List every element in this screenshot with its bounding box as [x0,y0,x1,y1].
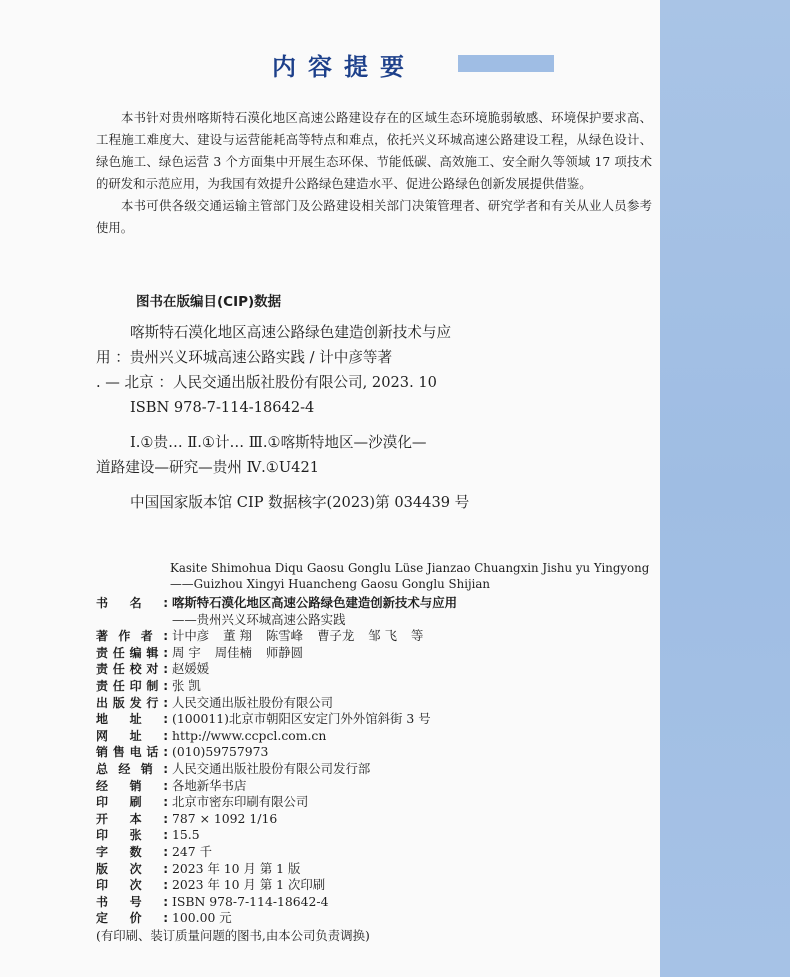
colophon-row-printer [96,794,656,811]
side-color-band [660,0,790,977]
colophon-row-distributor [96,761,656,778]
cip-record-number: 中国国家版本馆 CIP 数据核字(2023)第 034439 号 [130,494,470,511]
colophon-key: 责任校对: [96,662,168,677]
colophon-key: 著作者: [96,629,168,644]
colophon-key: 责任印制: [96,678,168,693]
colophon-key: 印张: [96,828,168,843]
quality-note: (有印刷、装订质量问题的图书,由本公司负责调换) [96,927,370,943]
summary-text [96,107,652,239]
colophon-key: 责任编辑: [96,645,168,660]
proofreader: 赵媛媛 [172,661,210,677]
colophon-key: 开本: [96,811,168,826]
edition: 2023 年 10 月 第 1 版 [172,860,301,876]
colophon [96,560,656,944]
colophon-row-subtitle [96,612,656,629]
colophon-key: 销售电话: [96,745,168,760]
colophon-row-impression [96,877,656,894]
colophon-row-editors [96,645,656,662]
cip-line: 喀斯特石漠化地区高速公路绿色建造创新技术与应 [130,324,452,341]
colophon-key: 总经销: [96,761,168,776]
colophon-row-address [96,711,656,728]
colophon-key: 定价: [96,911,168,926]
isbn: ISBN 978-7-114-18642-4 [172,893,329,909]
sales-phone: (010)59757973 [172,744,269,760]
colophon-key: 版次: [96,861,168,876]
colophon-key: 经销: [96,778,168,793]
colophon-row-publisher [96,695,656,712]
colophon-key: 网址: [96,728,168,743]
colophon-row-sheets [96,827,656,844]
colophon-key: 书号: [96,894,168,909]
format: 787 × 1092 1/16 [172,810,278,826]
colophon-row-edition [96,861,656,878]
pinyin-subtitle: ——Guizhou Xingyi Huancheng Gaosu Gonglu Shijian [170,577,491,591]
authors: 计中彦 董 翔 陈雪峰 曹子龙 邹 飞 等 [172,628,424,644]
cip-subject: 道路建设—研究—贵州 Ⅳ.①U421 [96,459,320,476]
heading-accent-bar [458,55,554,72]
colophon-row-dealer [96,778,656,795]
colophon-key: 书名: [96,596,168,610]
address: (100011)北京市朝阳区安定门外外馆斜街 3 号 [172,711,431,727]
colophon-key: 印刷: [96,795,168,810]
colophon-key: 地址: [96,712,168,727]
summary-paragraph: 本书针对贵州喀斯特石漠化地区高速公路建设存在的区域生态环境脆弱敏感、环境保护要求高、工程施工难度大、建设与运营能耗高等特点和难点，依托兴义环城高速公路建设工程，从绿色设计、绿色施工、绿色运营 3 个方面集中开展生态环保、节能低碳、高效施工、安全耐久等领域 17 项技术的研发和示范应用，为我国有效提升公路绿色建造水平、促进公路绿色创新发展提供借鉴。 [96,110,652,191]
cip-line: . — 北京 ：人民交通出版社股份有限公司, 2023. 10 [96,374,437,391]
colophon-row-price [96,910,656,927]
summary-heading: 内容提要 [272,52,416,81]
pinyin-title: Kasite Shimohua Diqu Gaosu Gonglu Lüse Jianzao Chuangxin Jishu yu Yingyong [170,561,650,575]
colophon-row-isbn [96,894,656,911]
cip-heading: 图书在版编目(CIP)数据 [136,294,282,310]
price: 100.00 元 [172,910,232,926]
printer: 北京市密东印刷有限公司 [172,794,309,810]
colophon-key: 字数: [96,844,168,859]
printing-supervisor: 张 凯 [172,677,201,693]
colophon-row-printing [96,678,656,695]
colophon-row-website [96,728,656,745]
cip-isbn: ISBN 978-7-114-18642-4 [130,399,315,416]
book-title: 喀斯特石漠化地区高速公路绿色建造创新技术与应用 [172,595,457,610]
colophon-row-authors [96,628,656,645]
colophon-key: 印次: [96,878,168,893]
colophon-row-proofreader [96,661,656,678]
colophon-row-phone [96,744,656,761]
colophon-row-title [96,595,656,612]
cip-line: 用 ：贵州兴义环城高速公路实践 / 计中彦等著 [96,349,393,366]
word-count: 247 千 [172,843,212,859]
impression: 2023 年 10 月 第 1 次印刷 [172,877,326,893]
dealer: 各地新华书店 [172,777,247,793]
summary-paragraph: 本书可供各级交通运输主管部门及公路建设相关部门决策管理者、研究学者和有关从业人员参考使用。 [96,198,652,235]
publisher: 人民交通出版社股份有限公司 [172,694,334,710]
cip-subject: Ⅰ.①贵… Ⅱ.①计… Ⅲ.①喀斯特地区—沙漠化— [130,434,427,451]
editors: 周 宇 周佳楠 师静圆 [172,644,304,660]
book-subtitle: ——贵州兴义环城高速公路实践 [172,611,346,627]
colophon-row-format [96,811,656,828]
distributor: 人民交通出版社股份有限公司发行部 [172,760,371,776]
printed-sheets: 15.5 [172,827,200,843]
colophon-key: 出版发行: [96,695,168,710]
cip-record [96,320,566,515]
website: http://www.ccpcl.com.cn [172,727,327,743]
colophon-row-words [96,844,656,861]
summary-heading-row [272,46,416,82]
